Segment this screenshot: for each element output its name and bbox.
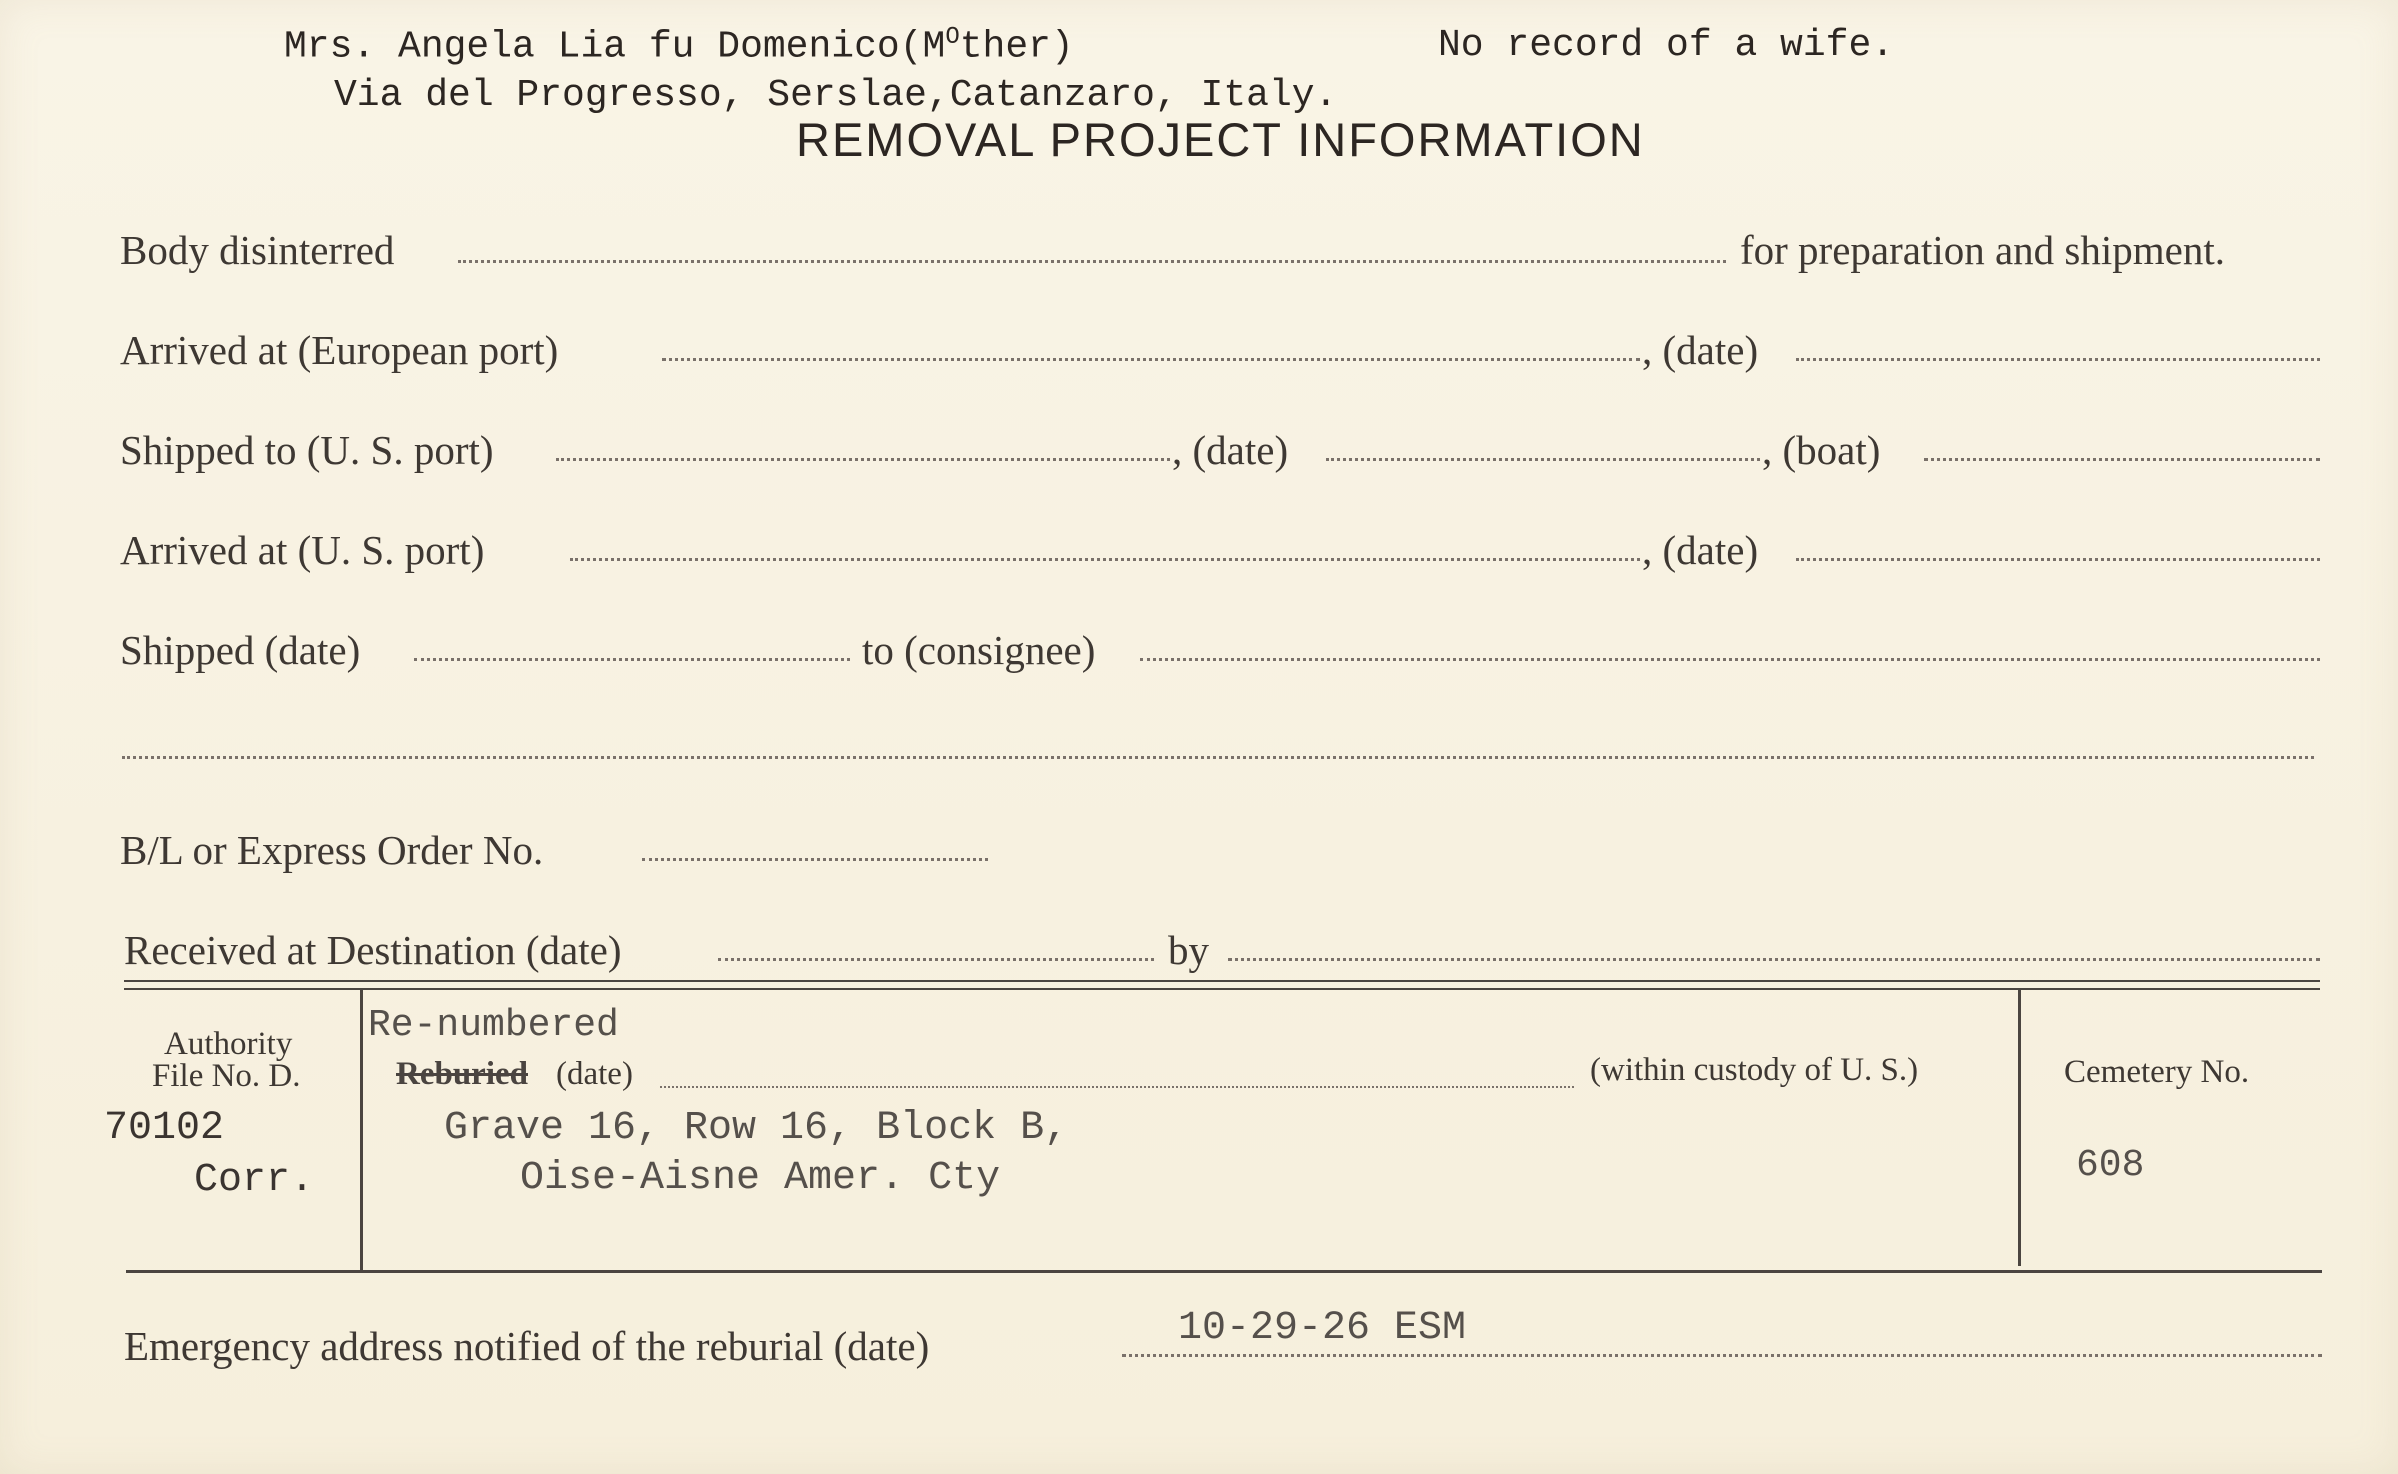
emergency-date-value: 10-29-26 ESM <box>1178 1306 1467 1351</box>
wife-note: No record of a wife. <box>1438 24 1895 67</box>
by-label: by <box>1168 927 1209 973</box>
date-label-3: , (date) <box>1642 527 1759 573</box>
renumbered-stamp: Re-numbered <box>368 1004 619 1047</box>
emergency-address-label: Emergency address notified of the reburial (date) <box>124 1323 930 1369</box>
boat-label: , (boat) <box>1762 427 1881 473</box>
body-disinterred-field <box>458 260 1726 263</box>
cemetery-divider <box>2018 990 2021 1266</box>
bl-order-field <box>642 858 988 861</box>
bottom-rule <box>126 1270 2322 1273</box>
by-field <box>1228 958 2320 961</box>
date-field-1 <box>1796 358 2320 361</box>
bl-order-label: B/L or Express Order No. <box>120 827 544 873</box>
body-disinterred-label: Body disinterred <box>120 227 395 273</box>
date-field-3 <box>1796 558 2320 561</box>
shipped-date-field <box>414 658 850 661</box>
consignee-continuation-field <box>122 756 2314 759</box>
arrived-us-port-label: Arrived at (U. S. port) <box>120 527 485 573</box>
shipped-date-label: Shipped (date) <box>120 627 361 673</box>
custody-label: (within custody of U. S.) <box>1590 1052 1919 1088</box>
addressee-name: Mrs. Angela Lia fu $Domenico(M^Other)$ <box>284 24 1074 69</box>
authority-label: Authority <box>164 1026 293 1062</box>
grave-location-line2: Oise-Aisne Amer. Cty <box>520 1156 1001 1201</box>
date-label-2: , (date) <box>1172 427 1289 473</box>
grave-location-line1: Grave 16, Row 16, Block B, <box>444 1106 1069 1151</box>
received-destination-label: Received at Destination (date) <box>124 927 622 973</box>
double-rule-top <box>124 980 2320 982</box>
shipped-us-port-field <box>556 458 1170 461</box>
double-rule-bottom <box>124 988 2320 990</box>
authority-divider <box>360 990 363 1270</box>
consignee-field <box>1140 658 2320 661</box>
addressee-address: Via del Progresso, Serslae,Catanzaro, Italy. <box>334 74 1338 117</box>
date-field-2 <box>1326 458 1760 461</box>
consignee-label: to (consignee) <box>862 627 1096 673</box>
reburied-date-label: (date) <box>556 1056 633 1092</box>
emergency-date-field <box>1122 1354 2322 1357</box>
arrived-european-field <box>662 358 1640 361</box>
card-title: REMOVAL PROJECT INFORMATION <box>796 113 1645 166</box>
preparation-label: for preparation and shipment. <box>1740 227 2226 273</box>
cemetery-label: Cemetery No. <box>2064 1054 2250 1090</box>
boat-field <box>1924 458 2320 461</box>
reburied-date-field <box>660 1086 1574 1088</box>
file-no-label: File No. D. <box>152 1058 301 1094</box>
date-label-1: , (date) <box>1642 327 1759 373</box>
reburied-label: Reburied <box>396 1056 528 1092</box>
corr-note: Corr. <box>194 1158 315 1203</box>
received-destination-field <box>718 958 1154 961</box>
arrived-european-label: Arrived at (European port) <box>120 327 559 373</box>
file-number: 70102 <box>104 1106 225 1151</box>
arrived-us-port-field <box>570 558 1640 561</box>
cemetery-number: 608 <box>2076 1144 2145 1187</box>
shipped-us-port-label: Shipped to (U. S. port) <box>120 427 494 473</box>
